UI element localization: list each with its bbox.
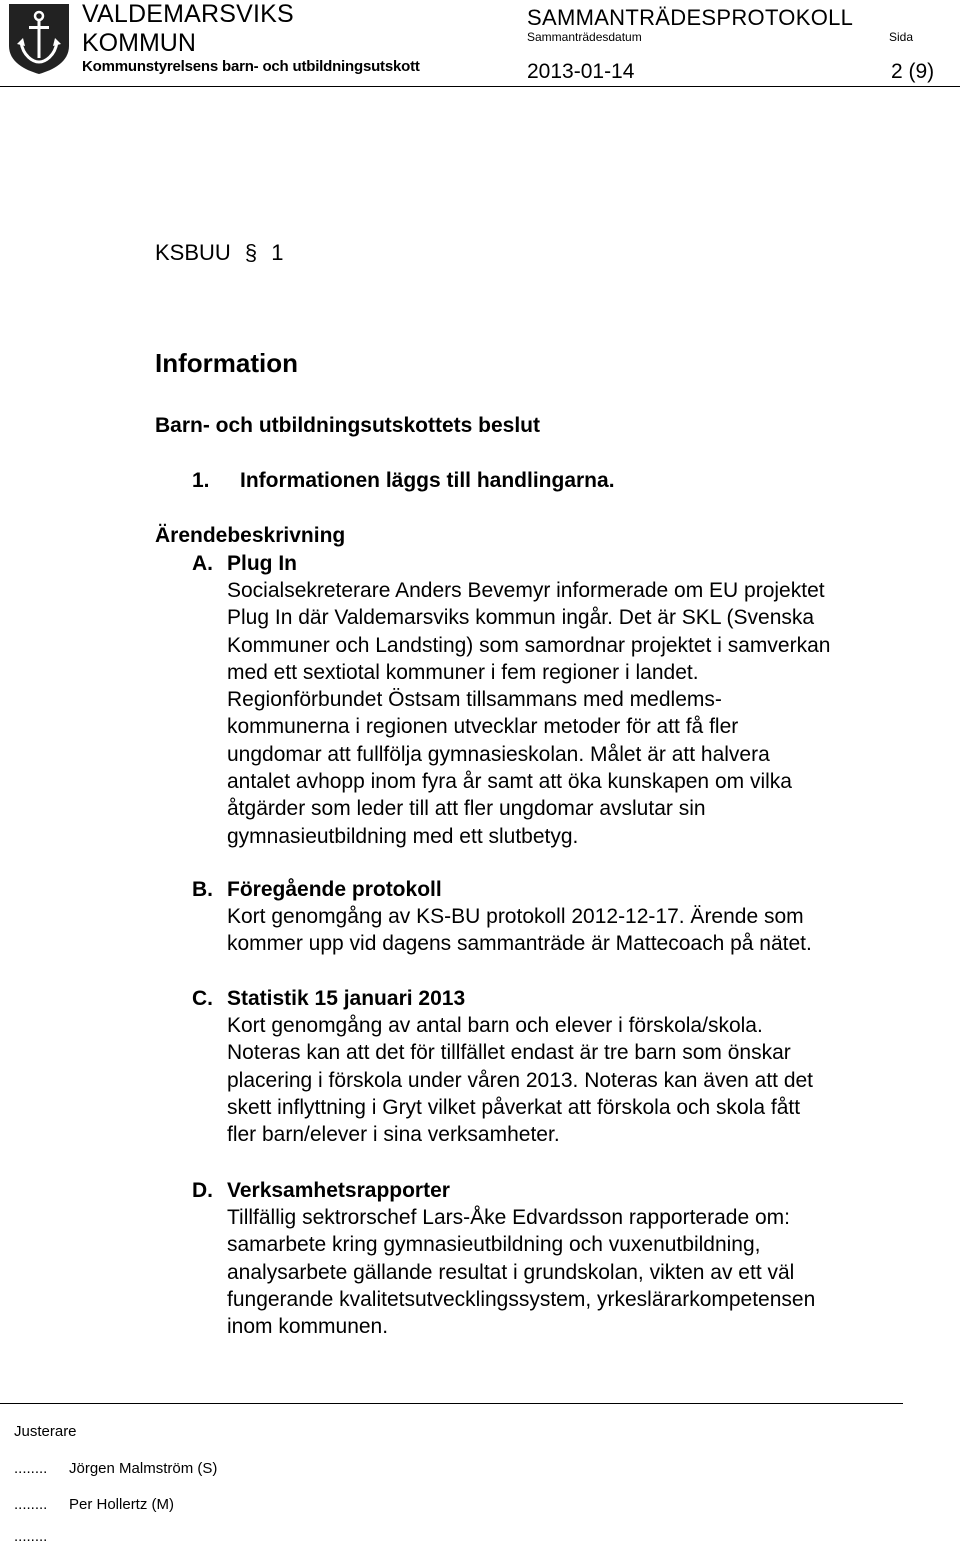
item-line: Kort genomgång av KS-BU protokoll 2012-12-17. Ärende som — [227, 905, 804, 928]
meeting-date-label: Sammanträdesdatum — [527, 30, 642, 44]
description-heading: Ärendebeskrivning — [155, 524, 346, 547]
org-name-line1: VALDEMARSVIKS — [82, 0, 294, 28]
footer-divider — [0, 1403, 903, 1404]
meeting-date: 2013-01-14 — [527, 60, 635, 83]
item-line: samarbete kring gymnasieutbildning och vuxenutbildning, — [227, 1233, 761, 1257]
item-line: placering i förskola under våren 2013. Noteras kan även att det — [227, 1068, 814, 1092]
org-name-line2: KOMMUN — [82, 29, 196, 57]
item-line: Noteras kan att det för tillfället endast är tre barn som önskar — [227, 1041, 791, 1065]
section-id: KSBUU — [155, 240, 231, 265]
signature-dots: ........ — [14, 1528, 48, 1545]
document-type: SAMMANTRÄDESPROTOKOLL — [527, 5, 854, 30]
committee-name: Kommunstyrelsens barn- och utbildningsutskott — [82, 58, 420, 75]
item-title: Plug In — [227, 552, 297, 575]
item-letter: B. — [192, 878, 213, 901]
anchor-shield-icon — [7, 2, 71, 76]
item-line: Tillfällig sektrorschef Lars-Åke Edvardsson rapporterade om: — [227, 1206, 790, 1229]
header-divider — [0, 86, 960, 87]
item-line: Regionförbundet Östsam tillsammans med medlems- — [227, 688, 722, 712]
section-number: 1 — [271, 240, 284, 265]
item-line: gymnasieutbildning med ett slutbetyg. — [227, 824, 579, 848]
adjusters-label: Justerare — [14, 1423, 77, 1440]
item-body — [227, 1204, 815, 1340]
item-line: Plug In där Valdemarsviks kommun ingår. Det är SKL (Svenska — [227, 606, 815, 630]
signature-dots: ........ — [14, 1496, 48, 1513]
item-line: fungerande kvalitetsutvecklingssystem, yrkeslärarkompetensen — [227, 1287, 816, 1311]
item-line: Kommuner och Landsting) som samordnar projektet i samverkan — [227, 633, 831, 657]
page-number: 2 (9) — [891, 60, 935, 83]
item-title: Föregående protokoll — [227, 878, 442, 901]
item-line: kommer upp vid dagens sammanträde är Mattecoach på nätet. — [227, 932, 812, 956]
decision-item-number: 1. — [192, 469, 210, 492]
item-line: Socialsekreterare Anders Bevemyr informerade om EU projektet — [227, 579, 825, 602]
item-letter: D. — [192, 1179, 213, 1202]
section-symbol: § — [244, 240, 258, 265]
item-body — [227, 1012, 813, 1148]
item-body — [227, 903, 812, 958]
item-line: skett inflyttning i Gryt vilket påverkat att förskola och skola fått — [227, 1095, 801, 1119]
page-title: Information — [155, 348, 298, 378]
item-line: inom kommunen. — [227, 1315, 389, 1339]
item-line: fler barn/elever i sina verksamheter. — [227, 1123, 560, 1147]
item-line: ungdomar att fullfölja gymnasieskolan. Målet är att halvera — [227, 742, 770, 766]
item-title: Statistik 15 januari 2013 — [227, 987, 466, 1010]
item-line: åtgärder som leder till att fler ungdomar avslutar sin — [227, 797, 706, 821]
item-letter: A. — [192, 552, 213, 575]
item-line: analysarbete gällande resultat i grundskolan, vikten av ett väl — [227, 1260, 795, 1284]
page-label: Sida — [889, 30, 914, 44]
item-body — [227, 577, 830, 850]
signer-name: Per Hollertz (M) — [69, 1496, 175, 1513]
decision-item-text: Informationen läggs till handlingarna. — [240, 469, 615, 492]
signer-name: Jörgen Malmström (S) — [69, 1460, 218, 1477]
decision-heading: Barn- och utbildningsutskottets beslut — [155, 414, 541, 437]
section-reference — [155, 240, 284, 266]
item-letter: C. — [192, 987, 213, 1010]
item-line: antalet avhopp inom fyra år samt att öka kunskapen om vilka — [227, 770, 792, 794]
item-line: med ett sextiotal kommuner i fem regioner i landet. — [227, 660, 699, 684]
item-line: Kort genomgång av antal barn och elever i förskola/skola. — [227, 1014, 763, 1037]
item-title: Verksamhetsrapporter — [227, 1179, 450, 1202]
item-line: kommunerna i regionen utvecklar metoder för att få fler — [227, 715, 739, 739]
signature-dots: ........ — [14, 1460, 48, 1477]
